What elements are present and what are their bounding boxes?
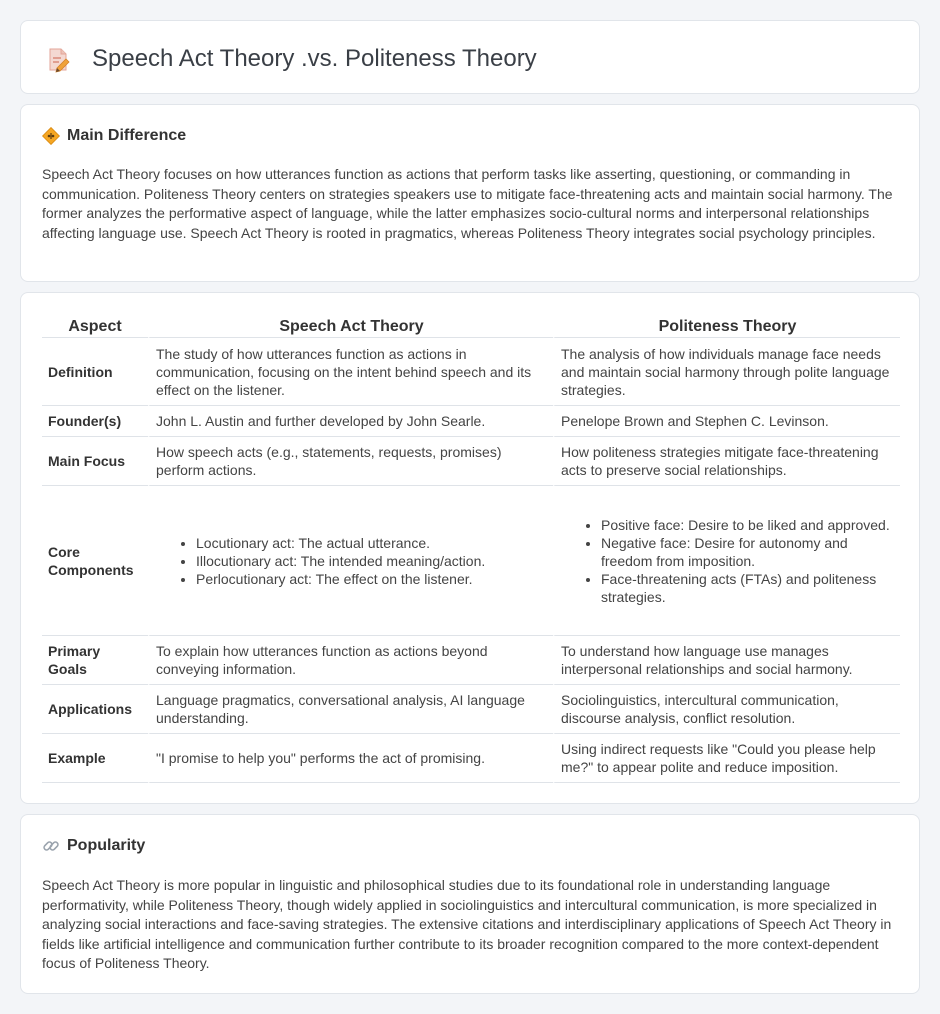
list-item: • Perlocutionary act: The effect on the listener. bbox=[196, 570, 547, 588]
main-difference-heading: Main Difference bbox=[67, 127, 187, 144]
row-aspect: Main Focus bbox=[42, 437, 148, 486]
popularity-text: Speech Act Theory is more popular in linguistic and philosophical studies due to its foundational role in understanding language performativity, while Politeness Theory, though widely applied in sociolinguistics and intercultural communication, is more specialized in analyzing social interactions and face-saving strategies. The extensive citations and interdisciplinary applications of Speech Act Theory in fields like artificial intelligence and communication further contribute to its broader recognition compared to the more context-dependent focus of Politeness Theory. bbox=[42, 877, 892, 971]
speech-act-cell bbox=[148, 486, 553, 636]
popularity-header bbox=[42, 837, 145, 855]
list-item: • Negative face: Desire for autonomy and freedom from imposition. bbox=[601, 534, 894, 570]
table-header-row bbox=[42, 315, 900, 338]
list-item: • Illocutionary act: The intended meaning/action. bbox=[196, 552, 547, 570]
table-row bbox=[42, 486, 900, 636]
politeness-cell: Using indirect requests like "Could you please help me?" to appear polite and reduce imposition. bbox=[553, 734, 900, 783]
row-aspect: Definition bbox=[42, 338, 148, 406]
popularity-card bbox=[20, 814, 920, 994]
popularity-heading: Popularity bbox=[67, 837, 146, 854]
politeness-cell: Sociolinguistics, intercultural communication, discourse analysis, conflict resolution. bbox=[553, 685, 900, 734]
politeness-cell bbox=[553, 486, 900, 636]
table-row bbox=[42, 636, 900, 685]
speech-act-cell: To explain how utterances function as actions beyond conveying information. bbox=[148, 636, 553, 685]
row-aspect: Example bbox=[42, 734, 148, 783]
header-aspect: Aspect bbox=[42, 315, 148, 338]
speech-act-cell: John L. Austin and further developed by John Searle. bbox=[148, 406, 553, 437]
row-aspect: Founder(s) bbox=[42, 406, 148, 437]
list-item: • Face-threatening acts (FTAs) and politeness strategies. bbox=[601, 570, 894, 606]
politeness-cell: How politeness strategies mitigate face-threatening acts to preserve social relationships. bbox=[553, 437, 900, 486]
table-row bbox=[42, 406, 900, 437]
document-pencil-icon bbox=[47, 47, 71, 73]
title-card bbox=[20, 20, 920, 94]
diamond-sign-icon bbox=[42, 127, 60, 145]
speech-act-cell: How speech acts (e.g., statements, requests, promises) perform actions. bbox=[148, 437, 553, 486]
table-row bbox=[42, 734, 900, 783]
table-row bbox=[42, 685, 900, 734]
comparison-table bbox=[42, 315, 900, 783]
speech-act-cell: The study of how utterances function as actions in communication, focusing on the intent behind speech and its effect on the listener. bbox=[148, 338, 553, 406]
comparison-card bbox=[20, 292, 920, 804]
table-row bbox=[42, 437, 900, 486]
main-difference-text: Speech Act Theory focuses on how utterances function as actions that perform tasks like asserting, questioning, or commanding in communication. Politeness Theory centers on strategies speakers use to mitigate face-threatening acts and maintain social harmony. The former analyzes the performative aspect of language, while the latter emphasizes socio-cultural norms and interpersonal relationships affecting language use. Speech Act Theory is rooted in pragmatics, whereas Politeness Theory integrates social psychology principles. bbox=[42, 166, 893, 241]
main-difference-header bbox=[42, 127, 186, 145]
row-aspect: Applications bbox=[42, 685, 148, 734]
header-politeness: Politeness Theory bbox=[553, 315, 900, 338]
speech-act-components-list bbox=[156, 534, 547, 588]
header-speech-act: Speech Act Theory bbox=[148, 315, 553, 338]
page-title: Speech Act Theory .vs. Politeness Theory bbox=[92, 45, 537, 72]
politeness-cell: The analysis of how individuals manage face needs and maintain social harmony through polite language strategies. bbox=[553, 338, 900, 406]
list-item: • Locutionary act: The actual utterance. bbox=[196, 534, 547, 552]
table-row bbox=[42, 338, 900, 406]
main-difference-card bbox=[20, 104, 920, 282]
row-aspect: Core Components bbox=[42, 486, 148, 636]
politeness-components-list bbox=[561, 516, 894, 606]
speech-act-cell: Language pragmatics, conversational analysis, AI language understanding. bbox=[148, 685, 553, 734]
link-icon bbox=[42, 837, 60, 855]
row-aspect: Primary Goals bbox=[42, 636, 148, 685]
speech-act-cell: "I promise to help you" performs the act of promising. bbox=[148, 734, 553, 783]
politeness-cell: To understand how language use manages interpersonal relationships and social harmony. bbox=[553, 636, 900, 685]
politeness-cell: Penelope Brown and Stephen C. Levinson. bbox=[553, 406, 900, 437]
list-item: • Positive face: Desire to be liked and approved. bbox=[601, 516, 894, 534]
